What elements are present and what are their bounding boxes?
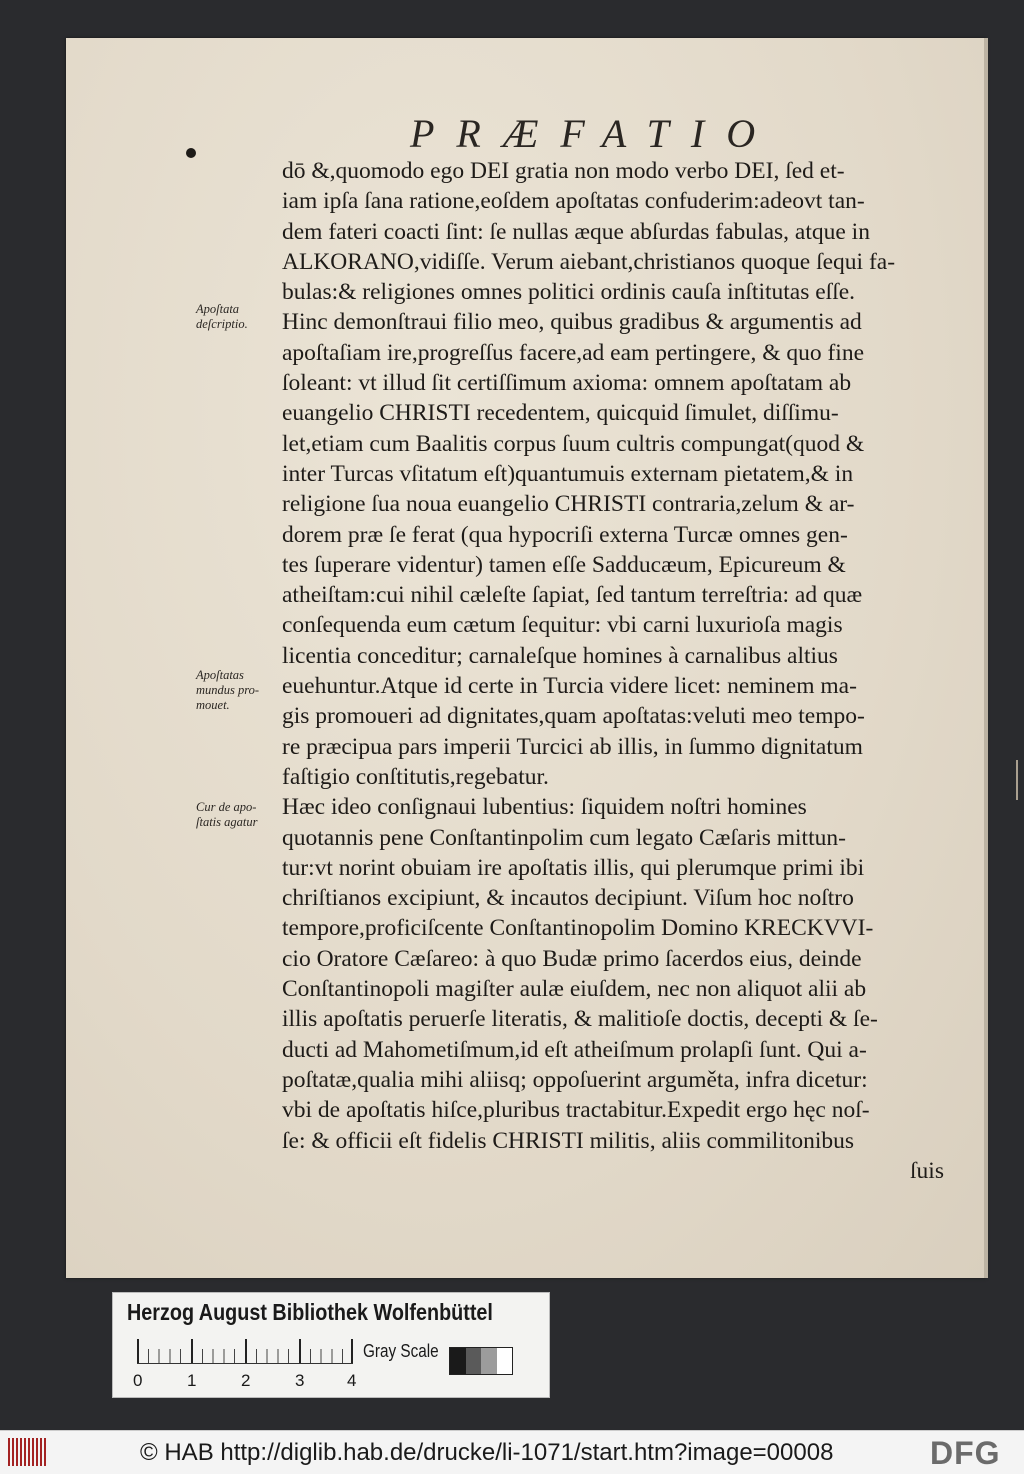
text-line: vbi de apoſtatis hiſce,pluribus tractabitur.Expedit ergo hęc noſ- (282, 1097, 870, 1124)
text-line: euehuntur.Atque id certe in Turcia videre licet: neminem ma- (282, 673, 857, 700)
copyright-link[interactable]: © HAB http://diglib.hab.de/drucke/li-1071/start.htm?image=00008 (140, 1439, 834, 1466)
hab-logo-icon (8, 1438, 46, 1466)
ruler-major-tick (245, 1339, 247, 1363)
viewer-footer (0, 1430, 1024, 1474)
text-line: ALKORANO,vidiſſe. Verum aiebant,christianos quoque ſequi fa- (282, 248, 896, 275)
text-line: Hinc demonſtraui filio meo, quibus gradibus & argumentis ad (282, 309, 862, 336)
text-line: poſtatæ,qualia mihi aliisq; oppoſuerint arguměta, infra dicetur: (282, 1066, 868, 1093)
text-line: tur:vt norint obuiam ire apoſtatis illis, qui plerumque primi ibi (282, 854, 865, 881)
running-header: PRÆFATIO (410, 111, 778, 156)
marginal-note: Apoſtata deſcriptio. (196, 302, 248, 331)
text-line: religione ſua noua euangelio CHRISTI contraria,zelum & ar- (282, 491, 855, 518)
page-edge (984, 38, 988, 1278)
ruler-major-tick (191, 1339, 193, 1363)
text-line: apoſtaſiam ire,progreſſus facere,ad eam pertingere, & quo fine (282, 339, 865, 366)
color-reference-card (112, 1292, 550, 1398)
text-line: tempore,proficiſcente Conſtantinopolim Domino KRECKVVI- (282, 915, 874, 942)
text-line: dō &,quomodo ego DEI gratia non modo verbo DEI, ſed et- (282, 158, 845, 184)
ruler-major-tick (351, 1339, 353, 1363)
scan-artifact-line (1016, 760, 1018, 800)
text-line: ſe: & officii eſt fidelis CHRISTI militis, aliis commilitonibus (282, 1127, 855, 1154)
text-line: atheiſtam:cui nihil cæleſte ſapiat, ſed tantum terreſtria: ad quæ (282, 582, 863, 609)
gray-scale-label: Gray Scale (363, 1341, 439, 1361)
dfg-logo: DFG (930, 1435, 1001, 1471)
measurement-ruler (137, 1339, 353, 1364)
text-line: cio Oratore Cæſareo: à quo Budæ primo ſacerdos eius, deinde (282, 945, 862, 972)
institution-name: Herzog August Bibliothek Wolfenbüttel (127, 1299, 493, 1325)
ruler-major-tick (137, 1339, 139, 1363)
gray-swatch (466, 1348, 482, 1374)
gray-swatch (481, 1348, 497, 1374)
text-line: faſtigio conſtitutis,regebatur. (282, 763, 549, 790)
text-line: let,etiam cum Baalitis corpus ſuum cultris compungat(quod & (282, 430, 865, 457)
catchword: ſuis (910, 1157, 944, 1184)
text-line: quotannis pene Conſtantinpolim cum legato Cæſaris mittun- (282, 824, 846, 851)
text-line: licentia conceditur; carnaleſque homines à carnalibus altius (282, 642, 838, 669)
text-line: iam ipſa ſana ratione,eoſdem apoſtatas confuderim:adeovt tan- (282, 188, 865, 215)
text-line: tes ſuperare videntur) tamen eſſe Sadducæum, Epicureum & (282, 551, 846, 578)
text-line: ducti ad Mahometiſmum,id eſt atheiſmum prolapſi ſunt. Qui a- (282, 1036, 867, 1063)
ruler-number: 4 (347, 1371, 357, 1390)
ruler-number: 0 (133, 1371, 143, 1390)
text-line: chriſtianos excipiunt, & incautos decipiunt. Viſum hoc noſtro (282, 885, 854, 912)
gray-swatch (497, 1348, 513, 1374)
marginal-note: Cur de apo- ſtatis agatur (196, 800, 258, 829)
text-line: re præcipua pars imperii Turcici ab illis, in ſummo dignitatum (282, 733, 863, 760)
text-line: euangelio CHRISTI recedentem, quicquid ſimulet, diſſimu- (282, 400, 839, 427)
body-text (282, 156, 944, 1186)
text-line: dorem præ ſe ferat (qua hypocriſi externa Turcæ omnes gen- (282, 521, 848, 548)
ink-dot-mark (186, 148, 196, 158)
text-line: illis apoſtatis peruerſe literatis, & malitioſe doctis, decepti & ſe- (282, 1006, 878, 1033)
gray-swatch (450, 1348, 466, 1374)
text-line: inter Turcas vſitatum eſt)quantumuis externam pietatem,& in (282, 460, 854, 487)
ruler-number: 3 (295, 1371, 305, 1390)
text-line: bulas:& religiones omnes politici ordinis cauſa inſtitutas eſſe. (282, 279, 856, 306)
marginal-note: Apoſtatas mundus pro- mouet. (196, 668, 260, 712)
text-line: ſoleant: vt illud ſit certiſſimum axioma: omnem apoſtatam ab (282, 370, 852, 397)
ruler-major-tick (299, 1339, 301, 1363)
text-line: dem fateri coacti ſint: ſe nullas æque abſurdas fabulas, atque in (282, 218, 870, 245)
text-line: Conſtantinopoli magiſter aulæ eiuſdem, nec non aliquot alii ab (282, 976, 867, 1003)
text-line: gis promoueri ad dignitates,quam apoſtatas:veluti meo tempo- (282, 703, 865, 730)
text-line: conſequenda eum cætum ſequitur: vbi carni luxurioſa magis (282, 612, 843, 639)
gray-scale-swatches (449, 1347, 513, 1375)
ruler-number: 1 (187, 1371, 197, 1390)
text-line: Hæc ideo conſignaui lubentius: ſiquidem noſtri homines (282, 794, 807, 821)
ruler-number: 2 (241, 1371, 251, 1390)
